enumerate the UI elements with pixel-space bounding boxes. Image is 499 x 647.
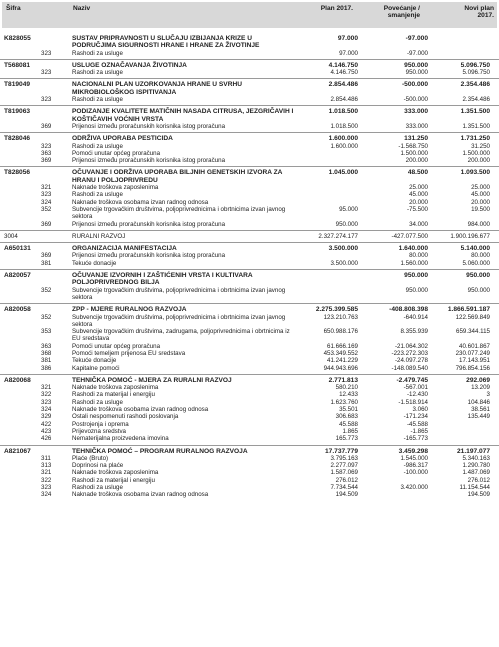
row-code: 321: [41, 469, 52, 477]
table-row-item: [0, 206, 499, 221]
row-new-plan: 2.354.486: [460, 81, 490, 89]
row-code: 323: [41, 69, 52, 77]
row-name: ODRŽIVA UPORABA PESTICIDA: [72, 135, 173, 143]
row-change: -171.234: [403, 413, 428, 421]
row-name: USLUGE OZNAČAVANJA ŽIVOTINJA: [72, 61, 187, 69]
row-change: 3.459.298: [398, 447, 428, 455]
row-code: T828056: [4, 169, 31, 177]
row-plan: 165.773: [335, 435, 358, 443]
row-new-plan: 80.000: [471, 252, 490, 260]
row-change: 8.355.939: [400, 328, 428, 336]
row-plan: 123.210.763: [323, 313, 358, 321]
row-name: Tekuće donacije: [72, 259, 117, 267]
row-change: -408.808.398: [389, 306, 428, 314]
row-name: Prijenosi između proračunskih korisnika istog proračuna: [72, 220, 226, 228]
row-change: 950.000: [405, 286, 428, 294]
row-code: 322: [41, 476, 52, 484]
row-code: 323: [41, 484, 52, 492]
row-name: Doprinosi na plaće: [72, 462, 124, 470]
row-code: 422: [41, 420, 52, 428]
table-row-item: [0, 491, 499, 498]
row-plan: 1.018.500: [330, 122, 358, 130]
row-new-plan: [428, 435, 490, 442]
row-new-plan: 17.143.951: [459, 357, 490, 365]
row-name: Prijenosi između proračunskih korisnika istog proračuna: [72, 122, 226, 130]
table-row-item: [0, 252, 499, 259]
row-plan: 453.349.552: [323, 349, 358, 357]
row-change: [358, 491, 428, 498]
row-code: K828055: [4, 35, 31, 42]
table-row-group: [0, 166, 499, 184]
row-name: Naknade troškova osobama izvan radnog odnosa: [72, 406, 209, 414]
row-name: TEHNIČKA POMOĆ - MJERA ZA RURALNI RAZVOJ: [72, 376, 232, 384]
row-code: 353: [41, 328, 52, 336]
row-name: Rashodi za usluge: [72, 191, 123, 199]
row-change: -97.000: [407, 49, 428, 57]
row-name: Subvencije trgovačkim društvima, poljoprivrednicima i obrtnicima izvan javnog sektora: [72, 286, 286, 301]
row-code: 363: [41, 149, 52, 157]
row-code: 324: [41, 491, 52, 499]
row-code: T828046: [4, 135, 31, 143]
row-plan: 95.000: [339, 205, 358, 213]
row-code: 423: [41, 427, 52, 435]
row-new-plan: 3: [486, 391, 490, 399]
row-plan: 12.433: [339, 391, 358, 399]
table-row-group: [0, 132, 499, 142]
row-code: A650131: [4, 245, 31, 253]
table-body: [0, 30, 499, 499]
table-row-item: [0, 184, 499, 191]
row-new-plan: 1.290.780: [462, 462, 490, 470]
header-plan: Plan 2017.: [320, 5, 353, 12]
row-name: TEHNIČKA POMOĆ – PROGRAM RURALNOG RAZVOJA: [72, 447, 248, 455]
row-change: -75.500: [407, 205, 428, 213]
row-code: 352: [41, 286, 52, 294]
row-change: 80.000: [409, 252, 428, 260]
row-name: Nematerijalna proizvedena imovina: [72, 435, 169, 443]
row-change: 950.000: [405, 69, 428, 77]
row-new-plan: [428, 428, 490, 435]
row-code: A821067: [4, 447, 31, 455]
row-name: Ostali nespomenuti rashodi poslovanja: [72, 413, 179, 421]
header-change: Povećanje / smanjenje: [383, 5, 420, 19]
row-name: Rashodi za usluge: [72, 484, 123, 492]
row-plan: 2.854.486: [330, 96, 358, 104]
row-plan: 45.588: [339, 420, 358, 428]
row-name: Naknade troškova osobama izvan radnog odnosa: [72, 198, 209, 206]
row-plan: 306.683: [335, 413, 358, 421]
row-new-plan: 200.000: [467, 157, 490, 165]
row-new-plan: 1.900.196.677: [450, 232, 490, 240]
row-change: -986.317: [403, 462, 428, 470]
row-new-plan: 25.000: [471, 184, 490, 192]
row-plan: [296, 252, 358, 259]
row-code: 368: [41, 349, 52, 357]
table-row-item: [0, 260, 499, 267]
row-plan: 1.865: [342, 427, 358, 435]
row-change: 3.060: [412, 406, 428, 414]
table-row-item: [0, 123, 499, 130]
row-new-plan: 230.077.249: [455, 349, 490, 357]
row-plan: 580.210: [335, 384, 358, 392]
header-name: Naziv: [73, 5, 91, 12]
row-name: NACIONALNI PLAN UZORKOVANJA HRANE U SVRHU MIKROBIOLOŠKOG ISPITIVANJA: [72, 81, 242, 96]
row-code: 323: [41, 49, 52, 57]
row-new-plan: [428, 50, 490, 57]
row-change: -1.568.750: [398, 142, 428, 150]
row-new-plan: 5.340.163: [462, 454, 490, 462]
row-code: 323: [41, 398, 52, 406]
table-row-item: [0, 343, 499, 350]
table-row-item: [0, 469, 499, 476]
row-code: A820068: [4, 376, 31, 384]
row-new-plan: 1.866.591.187: [447, 306, 490, 314]
table-row-group: [0, 78, 499, 96]
table-row-item: [0, 96, 499, 103]
row-code: A820057: [4, 272, 31, 280]
row-new-plan: 950.000: [466, 272, 490, 280]
row-plan: 2.277.097: [330, 462, 358, 470]
row-code: 369: [41, 252, 52, 260]
table-row-item: [0, 199, 499, 206]
row-code: 324: [41, 198, 52, 206]
row-new-plan: 1.351.500: [462, 122, 490, 130]
row-new-plan: 19.500: [471, 205, 490, 213]
row-change: 1.545.000: [400, 454, 428, 462]
row-new-plan: 1.487.069: [462, 469, 490, 477]
row-plan: 2.854.486: [328, 81, 358, 89]
row-code: T819063: [4, 108, 31, 116]
row-name: Subvencije trgovačkim društvima, zadrugama, poljoprivrednicima i obrtnicima iz EU sredstava: [72, 328, 290, 343]
row-change: -1.518.914: [398, 398, 428, 406]
table-row-item: [0, 221, 499, 228]
row-plan: [296, 199, 358, 206]
row-plan: 97.000: [337, 35, 358, 42]
row-change: 3.420.000: [400, 484, 428, 492]
row-change: 25.000: [409, 184, 428, 192]
row-change: [358, 477, 428, 484]
row-change: -223.272.303: [391, 349, 428, 357]
table-row-group: [0, 242, 499, 252]
row-plan: [296, 150, 358, 157]
row-name: Pomoći temeljem prijenosa EU sredstava: [72, 349, 186, 357]
row-name: Rashodi za usluge: [72, 96, 123, 104]
row-code: 3004: [4, 232, 18, 240]
row-new-plan: 21.197.077: [456, 447, 490, 455]
row-plan: 4.146.750: [328, 61, 358, 69]
row-name: Kapitalne pomoći: [72, 364, 120, 372]
row-change: -427.077.500: [391, 232, 428, 240]
row-code: T819049: [4, 81, 31, 89]
row-name: Naknade troškova zaposlenima: [72, 184, 159, 192]
row-name: Naknade troškova zaposlenima: [72, 384, 159, 392]
row-plan: 2.275.399.585: [315, 306, 358, 314]
row-name: PODIZANJE KVALITETE MATIČNIH NASADA CITRUSA, JEZGRIČAVIH I KOŠTIČAVIH VOĆNIH VRSTA: [72, 108, 294, 123]
table-row-item: [0, 350, 499, 357]
row-plan: 2.771.813: [328, 376, 358, 384]
row-change: -148.089.540: [391, 364, 428, 372]
row-change: -21.064.302: [394, 342, 428, 350]
row-plan: 3.500.000: [330, 259, 358, 267]
table-row-group: [0, 303, 499, 313]
row-change: 45.000: [409, 191, 428, 199]
table-row-item: [0, 157, 499, 164]
row-new-plan: 11.154.544: [459, 484, 490, 492]
row-new-plan: 984.000: [467, 220, 490, 228]
table-row-item: [0, 328, 499, 343]
row-new-plan: 122.569.849: [455, 313, 490, 321]
row-new-plan: 2.354.486: [462, 96, 490, 104]
row-change: -500.000: [403, 96, 428, 104]
row-plan: 3.500.000: [328, 245, 358, 253]
row-new-plan: 38.561: [471, 406, 490, 414]
row-new-plan: 5.096.750: [462, 69, 490, 77]
row-plan: 944.943.696: [323, 364, 358, 372]
row-name: Rashodi za usluge: [72, 69, 123, 77]
row-name: Postrojenja i oprema: [72, 420, 129, 428]
row-plan: 1.623.760: [330, 398, 358, 406]
table-row-group: [0, 59, 499, 69]
row-code: 426: [41, 435, 52, 443]
table-row-item: [0, 191, 499, 198]
row-code: 313: [41, 462, 52, 470]
row-name: Tekuće donacije: [72, 357, 117, 365]
row-new-plan: 5.060.000: [462, 259, 490, 267]
row-plan: [296, 157, 358, 164]
row-plan: 1.600.000: [330, 142, 358, 150]
row-code: 352: [41, 313, 52, 321]
table-row-item: [0, 365, 499, 372]
row-name: Rashodi za materijal i energiju: [72, 391, 155, 399]
table-row-group: [0, 230, 499, 240]
row-name: Rashodi za usluge: [72, 49, 123, 57]
table-row-item: [0, 435, 499, 442]
row-change: -100.000: [403, 469, 428, 477]
table-row-item: [0, 314, 499, 329]
row-new-plan: 1.500.000: [462, 149, 490, 157]
row-change: 950.000: [404, 272, 428, 280]
row-change: -1.865: [410, 427, 428, 435]
table-row-item: [0, 428, 499, 435]
row-change: 200.000: [405, 157, 428, 165]
row-name: Pomoći unutar općeg proračuna: [72, 342, 161, 350]
row-plan: [296, 287, 358, 302]
row-plan: 17.737.779: [324, 447, 358, 455]
row-new-plan: 104.846: [467, 398, 490, 406]
row-plan: 35.501: [339, 406, 358, 414]
row-new-plan: 1.093.500: [460, 169, 490, 177]
row-name: SUSTAV PRIPRAVNOSTI U SLUČAJU IZBIJANJA KRIZE U PODRUČJIMA SIGURNOSTI HRANE I HRANE ZA ŽIVOTINJE: [72, 35, 260, 50]
row-change: -24.097.278: [394, 357, 428, 365]
table-row-group: [0, 445, 499, 455]
row-new-plan: 950.000: [467, 286, 490, 294]
row-change: 950.000: [404, 61, 428, 69]
row-code: 311: [41, 454, 51, 462]
row-plan: 1.587.069: [330, 469, 358, 477]
row-plan: 2.327.274.177: [318, 232, 358, 240]
row-new-plan: 135.449: [467, 413, 490, 421]
table-row-item: [0, 357, 499, 364]
table-row-item: [0, 50, 499, 57]
row-code: 369: [41, 122, 52, 130]
row-name: ZPP - MJERE RURALNOG RAZVOJA: [72, 306, 187, 314]
table-row-item: [0, 421, 499, 428]
row-new-plan: 45.000: [471, 191, 490, 199]
row-new-plan: 31.250: [471, 142, 490, 150]
row-plan: [296, 184, 358, 191]
row-new-plan: 659.344.115: [456, 328, 490, 336]
row-change: -97.000: [405, 35, 428, 42]
row-code: 381: [41, 259, 52, 267]
row-new-plan: [428, 421, 490, 428]
row-code: 329: [41, 413, 52, 421]
table-row-group: [0, 105, 499, 123]
row-code: 324: [41, 406, 52, 414]
row-new-plan: 194.509: [467, 491, 490, 499]
table-row-item: [0, 69, 499, 76]
row-change: 48.500: [407, 169, 428, 177]
row-code: A820058: [4, 306, 31, 314]
row-code: 386: [41, 364, 52, 372]
row-plan: 1.045.000: [328, 169, 358, 177]
header-code: Šifra: [6, 5, 21, 12]
row-change: -500.000: [401, 81, 428, 89]
row-plan: 7.734.544: [330, 484, 358, 492]
row-code: 352: [41, 205, 52, 213]
row-plan: 194.509: [335, 491, 358, 499]
row-name: Rashodi za materijal i energiju: [72, 476, 155, 484]
table-row-item: [0, 462, 499, 469]
row-code: 369: [41, 157, 52, 165]
row-new-plan: 796.854.156: [455, 364, 490, 372]
row-plan: 97.000: [339, 49, 358, 57]
row-change: 333.000: [405, 122, 428, 130]
row-plan: 650.988.176: [323, 328, 358, 336]
row-change: 1.500.000: [400, 149, 428, 157]
row-code: 381: [41, 357, 52, 365]
row-name: Subvencije trgovačkim društvima, poljoprivrednicima i obrtnicima izvan javnog sektora: [72, 313, 286, 328]
row-code: 323: [41, 191, 52, 199]
row-name: Prijevozna sredstva: [72, 427, 126, 435]
table-row-item: [0, 399, 499, 406]
row-name: Pomoći unutar općeg proračuna: [72, 149, 161, 157]
row-new-plan: 292.069: [466, 376, 490, 384]
row-code: 369: [41, 220, 52, 228]
table-row-item: [0, 477, 499, 484]
table-header: [2, 2, 497, 28]
row-code: 363: [41, 342, 52, 350]
table-row-item: [0, 484, 499, 491]
table-row-item: [0, 391, 499, 398]
row-name: Rashodi za usluge: [72, 142, 123, 150]
row-new-plan: [428, 35, 490, 50]
row-plan: 61.666.169: [327, 342, 358, 350]
row-code: 321: [41, 384, 52, 392]
row-code: 322: [41, 391, 52, 399]
row-change: -165.773: [403, 435, 428, 443]
row-change: -567.001: [403, 384, 428, 392]
table-row-group: [0, 33, 499, 50]
row-change: 1.640.000: [398, 245, 428, 253]
row-change: -45.588: [407, 420, 428, 428]
row-new-plan: 40.601.867: [459, 342, 490, 350]
table-row-item: [0, 287, 499, 302]
row-plan: 1.018.500: [328, 108, 358, 116]
table-row-group: [0, 269, 499, 287]
row-name: Naknade troškova zaposlenima: [72, 469, 159, 477]
table-row-item: [0, 150, 499, 157]
row-change: -640.914: [403, 313, 428, 321]
row-plan: 41.241.229: [327, 357, 358, 365]
row-plan: 950.000: [335, 220, 358, 228]
row-name: Plaće (Bruto): [72, 454, 109, 462]
row-new-plan: 1.731.250: [460, 135, 490, 143]
row-name: Prijenosi između proračunskih korisnika istog proračuna: [72, 157, 226, 165]
table-row-item: [0, 455, 499, 462]
row-name: OČUVANJE IZVORNIH I ZAŠTIĆENIH VRSTA I KULTIVARA POLJOPRIVREDNOG BILJA: [72, 272, 253, 287]
row-change: -12.430: [407, 391, 428, 399]
row-new-plan: 20.000: [471, 198, 490, 206]
row-change: 1.560.000: [400, 259, 428, 267]
row-change: 20.000: [409, 198, 428, 206]
row-plan: [296, 191, 358, 198]
row-plan: 276.012: [335, 476, 358, 484]
row-code: 321: [41, 184, 52, 192]
row-new-plan: 276.012: [467, 476, 490, 484]
row-code: T568081: [4, 61, 31, 69]
row-name: Naknade troškova osobama izvan radnog odnosa: [72, 491, 209, 499]
header-new-plan: Novi plan 2017.: [464, 5, 494, 19]
row-change: 333.000: [404, 108, 428, 116]
row-plan: 4.146.750: [330, 69, 358, 77]
table-row-item: [0, 406, 499, 413]
row-name: Subvencije trgovačkim društvima, poljoprivrednicima i obrtnicima izvan javnog sektora: [72, 205, 286, 221]
row-plan: 3.795.163: [330, 454, 358, 462]
table-row-item: [0, 384, 499, 391]
row-plan: 1.600.000: [328, 135, 358, 143]
row-name: OČUVANJE I ODRŽIVA UPORABA BILJNIH GENETSKIH IZVORA ZA HRANU I POLJOPRIVREDU: [72, 169, 283, 184]
table-row-item: [0, 413, 499, 420]
row-code: 323: [41, 96, 52, 104]
row-name: Rashodi za usluge: [72, 398, 123, 406]
row-name: RURALNI RAZVOJ: [72, 232, 126, 240]
row-new-plan: 13.209: [471, 384, 490, 392]
row-code: 323: [41, 142, 52, 150]
row-name: Prijenosi između proračunskih korisnika istog proračuna: [72, 252, 226, 260]
row-new-plan: 1.351.500: [460, 108, 490, 116]
table-row-group: [0, 374, 499, 384]
row-change: 131.250: [404, 135, 428, 143]
row-name: ORGANIZACIJA MANIFESTACIJA: [72, 245, 177, 253]
row-new-plan: 5.140.000: [460, 245, 490, 253]
table-row-item: [0, 143, 499, 150]
row-plan: [296, 272, 358, 287]
row-new-plan: 5.096.750: [460, 61, 490, 69]
row-change: 34.000: [409, 220, 428, 228]
row-change: -2.479.745: [396, 376, 428, 384]
